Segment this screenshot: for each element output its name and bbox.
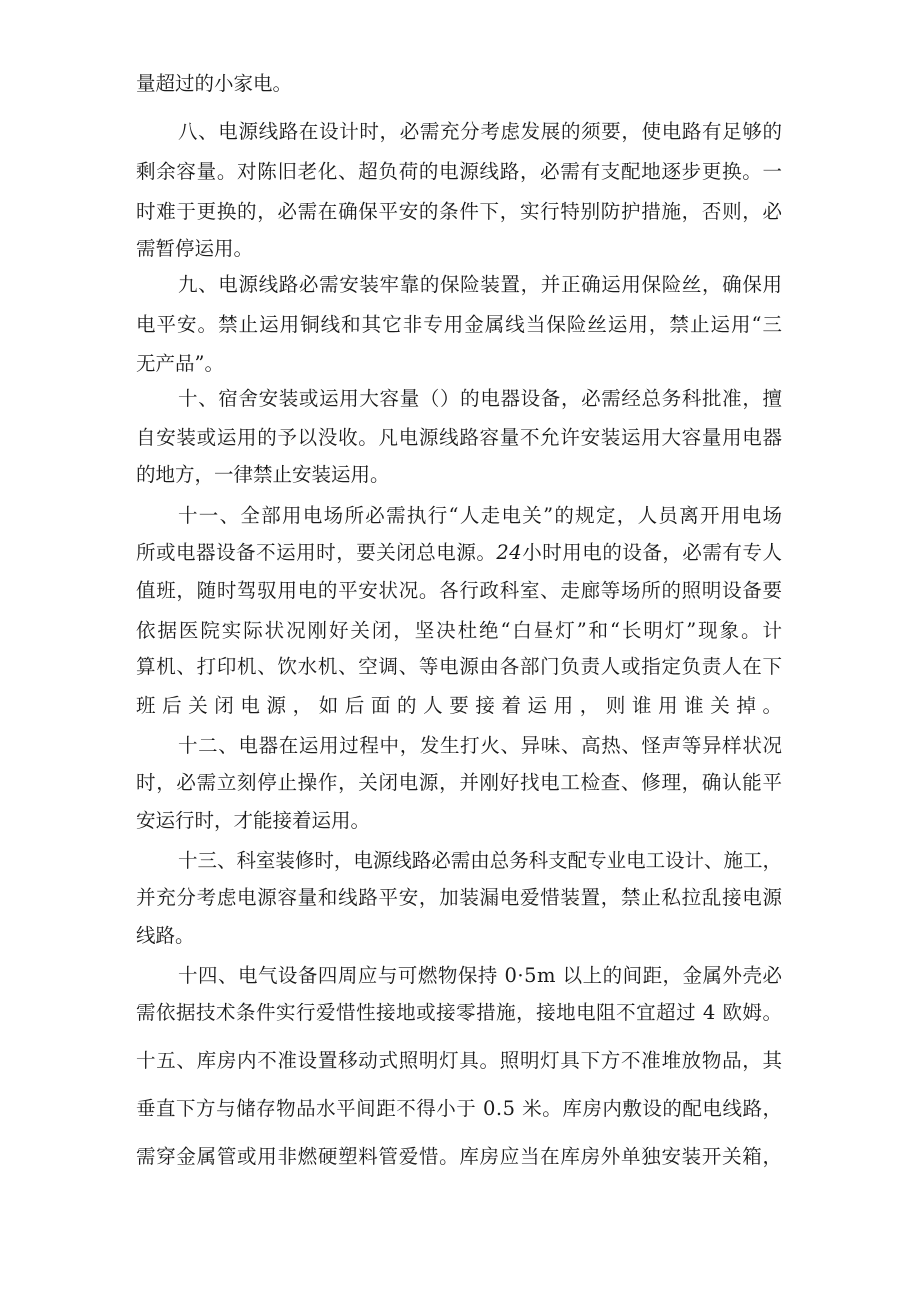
line-text: 电平安。禁止运用铜线和其它非专用金属线当保险丝运用，禁止运用“三	[136, 313, 784, 336]
line-text: 安运行时，才能接着运用。	[136, 809, 371, 832]
line-text: 依据医院实际状况刚好关闭，坚决杜绝“白昼灯”和“长明灯”现象。计	[136, 619, 784, 642]
text-line	[136, 156, 782, 188]
line-text: 剩余容量。对陈旧老化、超负荷的电源线路，必需有支配地逐步更换。一	[136, 160, 783, 183]
line-text: 量超过的小家电。	[136, 72, 293, 95]
text-line	[136, 537, 782, 569]
paragraph-15-start	[136, 1045, 782, 1077]
line-text: 小时用电的设备，必需有专人	[522, 541, 783, 564]
line-text: 十五、库房内不准设置移动式照明灯具。照明灯具下方不准堆放物品，其	[136, 1049, 783, 1072]
text-line	[136, 651, 782, 683]
text-line	[136, 348, 782, 380]
line-text: 线路。	[136, 924, 195, 947]
text-line	[136, 1141, 782, 1173]
text-line	[136, 920, 782, 952]
paragraph-11-start	[178, 500, 782, 532]
line-text: 时难于更换的，必需在确保平安的条件下，实行特别防护措施，否则，必	[136, 200, 783, 223]
paragraph-13-start	[178, 845, 782, 877]
text-line	[136, 309, 782, 341]
line-text: 无产品”。	[136, 352, 224, 375]
line-text: 需暂停运用。	[136, 237, 254, 260]
line-text: 十二、电器在运用过程中，发生打火、异味、高热、怪声等异样状况	[178, 734, 783, 757]
line-text: 需依据技术条件实行爱惜性接地或接零措施，接地电阻不宜超过 4 欧姆。	[136, 1001, 783, 1024]
line-text: 自安装或运用的予以没收。凡电源线路容量不允许安装运用大容量用电器	[136, 426, 783, 449]
text-line	[136, 1093, 782, 1125]
paragraph-8-start	[178, 116, 782, 148]
text-line	[136, 422, 782, 454]
line-text-number: 24	[496, 541, 523, 564]
paragraph-9-start	[178, 269, 782, 301]
line-text: 时，必需立刻停止操作，关闭电源，并刚好找电工检查、修理，确认能平	[136, 771, 783, 794]
line-text: 的地方，一律禁止安装运用。	[136, 463, 390, 486]
text-line	[136, 690, 789, 722]
line-text: 垂直下方与储存物品水平间距不得小于 0.5 米。库房内敷设的配电线路，	[136, 1097, 783, 1120]
text-line	[136, 68, 782, 100]
line-text: 十三、科室装修时，电源线路必需由总务科支配专业电工设计、施工，	[178, 849, 782, 872]
line-text: 并充分考虑电源容量和线路平安，加装漏电爱惜装置，禁止私拉乱接电源	[136, 886, 783, 909]
paragraph-12-start	[178, 730, 782, 762]
paragraph-14-start	[178, 960, 782, 992]
text-line	[136, 233, 782, 265]
paragraph-10-start	[178, 383, 782, 415]
line-text: 所或电器设备不运用时，要关闭总电源。	[136, 541, 497, 564]
line-text: 十四、电气设备四周应与可燃物保持 0·5m 以上的间距，金属外壳必	[178, 964, 783, 987]
line-text: 需穿金属管或用非燃硬塑料管爱惜。库房应当在库房外单独安装开关箱，	[136, 1145, 783, 1168]
line-text: 九、电源线路必需安装牢靠的保险装置，并正确运用保险丝，确保用	[178, 273, 783, 296]
line-text: 班后关闭电源，如后面的人要接着运用，则谁用谁关掉。	[136, 694, 789, 717]
text-line	[136, 882, 782, 914]
text-line	[136, 459, 782, 491]
text-line	[136, 196, 782, 228]
text-line	[136, 805, 782, 837]
line-text: 十、宿舍安装或运用大容量（）的电器设备，必需经总务科批准，擅	[178, 387, 783, 410]
text-line	[136, 767, 782, 799]
text-line	[136, 615, 782, 647]
text-line	[136, 575, 782, 607]
line-text: 八、电源线路在设计时，必需充分考虑发展的须要，使电路有足够的	[178, 120, 783, 143]
line-text: 值班，随时驾驭用电的平安状况。各行政科室、走廊等场所的照明设备要	[136, 579, 783, 602]
line-text: 算机、打印机、饮水机、空调、等电源由各部门负责人或指定负责人在下	[136, 655, 783, 678]
text-line	[136, 997, 782, 1029]
line-text: 十一、全部用电场所必需执行“人走电关”的规定，人员离开用电场	[178, 504, 784, 527]
